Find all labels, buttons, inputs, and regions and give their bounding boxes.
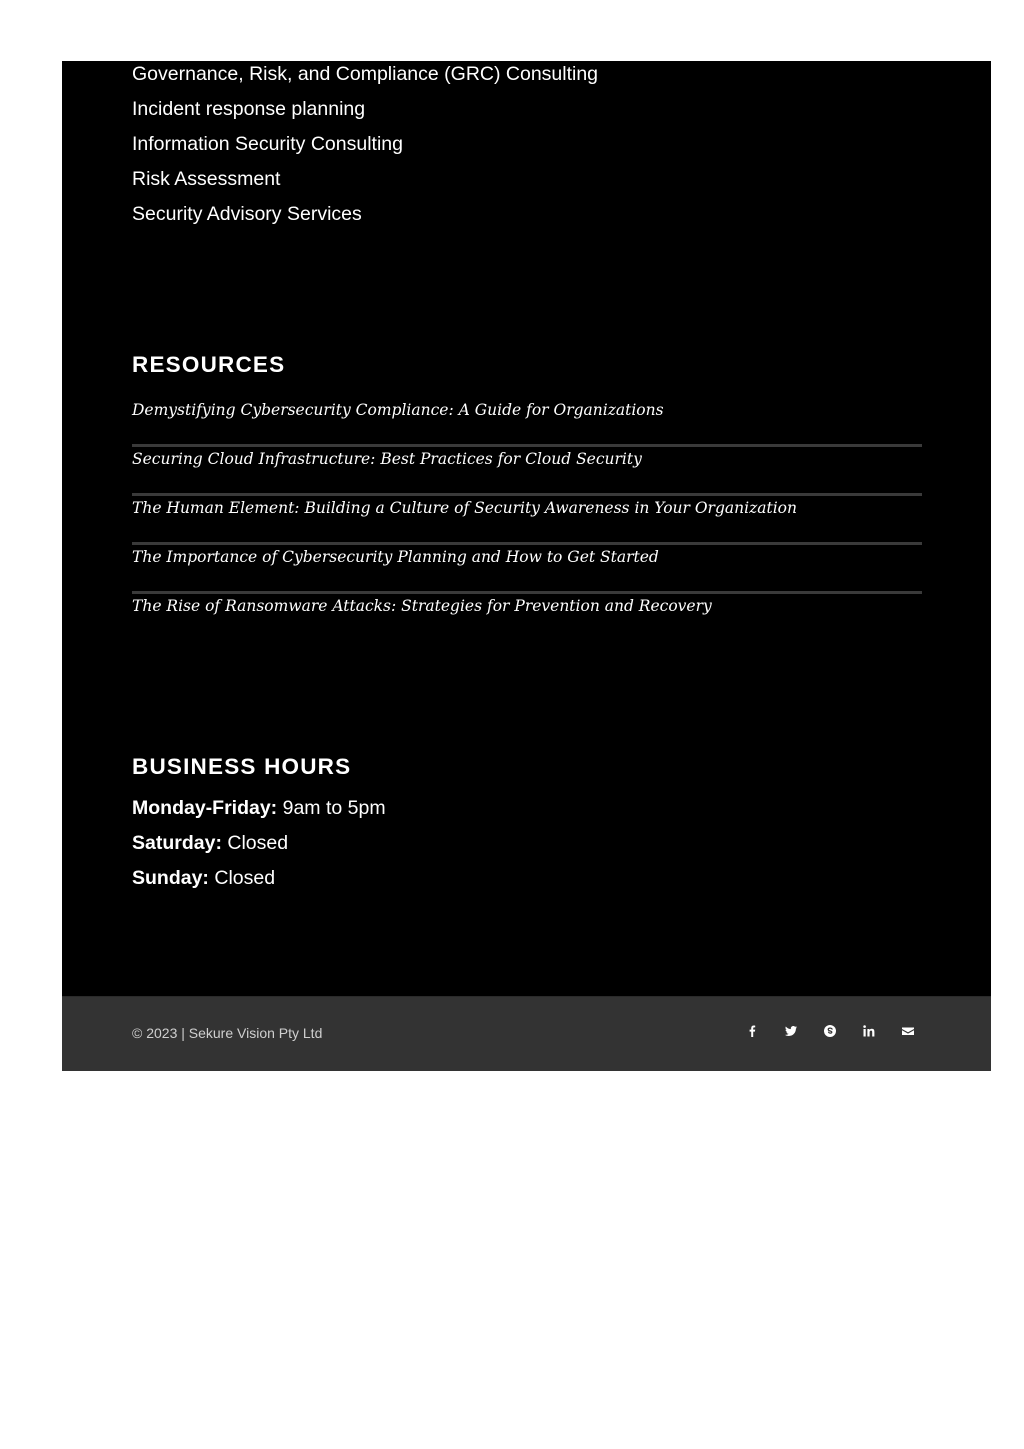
linkedin-icon[interactable] (849, 1019, 888, 1043)
service-link-grc-consulting[interactable]: Governance, Risk, and Compliance (GRC) Consulting (132, 63, 599, 85)
services-list (132, 61, 912, 236)
hours-time-value: Closed (208, 867, 276, 889)
footer-main (62, 61, 991, 996)
facebook-icon[interactable] (732, 1019, 771, 1043)
resource-list-item (132, 447, 922, 496)
resource-link-human-element[interactable]: The Human Element: Building a Culture of Security Awareness in Your Organization (132, 499, 797, 517)
twitter-icon[interactable] (771, 1019, 810, 1043)
hours-day-label: Monday-Friday: (132, 797, 278, 819)
resource-list-item (132, 496, 922, 545)
resource-link-compliance[interactable]: Demystifying Cybersecurity Compliance: A Guide for Organizations (132, 401, 664, 419)
skype-icon[interactable] (810, 1019, 849, 1043)
service-link-incident-response[interactable]: Incident response planning (132, 98, 366, 120)
footer-socket (62, 996, 991, 1071)
resource-link-cloud-security[interactable]: Securing Cloud Infrastructure: Best Practices for Cloud Security (132, 450, 642, 468)
business-hours-heading: BUSINESS HOURS (132, 754, 352, 779)
hours-row-saturday (132, 829, 386, 864)
hours-time-value: Closed (221, 832, 289, 854)
service-link-risk-assessment[interactable]: Risk Assessment (132, 168, 281, 190)
hours-row-sunday (132, 864, 386, 899)
resource-list-item (132, 398, 922, 447)
copyright-text: © 2023 | Sekure Vision Pty Ltd (132, 1025, 323, 1041)
mail-icon[interactable] (888, 1019, 927, 1043)
resources-list (132, 398, 922, 640)
resource-list-item (132, 594, 922, 640)
hours-time-value: 9am to 5pm (277, 797, 386, 819)
resource-list-item (132, 545, 922, 594)
hours-day-label: Saturday: (132, 832, 222, 854)
resource-link-cybersecurity-planning[interactable]: The Importance of Cybersecurity Planning and How to Get Started (132, 548, 659, 566)
service-link-information-security[interactable]: Information Security Consulting (132, 133, 403, 155)
business-hours (132, 794, 386, 899)
social-links (732, 1019, 927, 1043)
hours-day-label: Sunday: (132, 867, 209, 889)
hours-row-weekdays (132, 794, 386, 829)
service-link-security-advisory[interactable]: Security Advisory Services (132, 203, 362, 225)
resource-link-ransomware[interactable]: The Rise of Ransomware Attacks: Strategies for Prevention and Recovery (132, 597, 712, 615)
resources-heading: RESOURCES (132, 352, 286, 377)
